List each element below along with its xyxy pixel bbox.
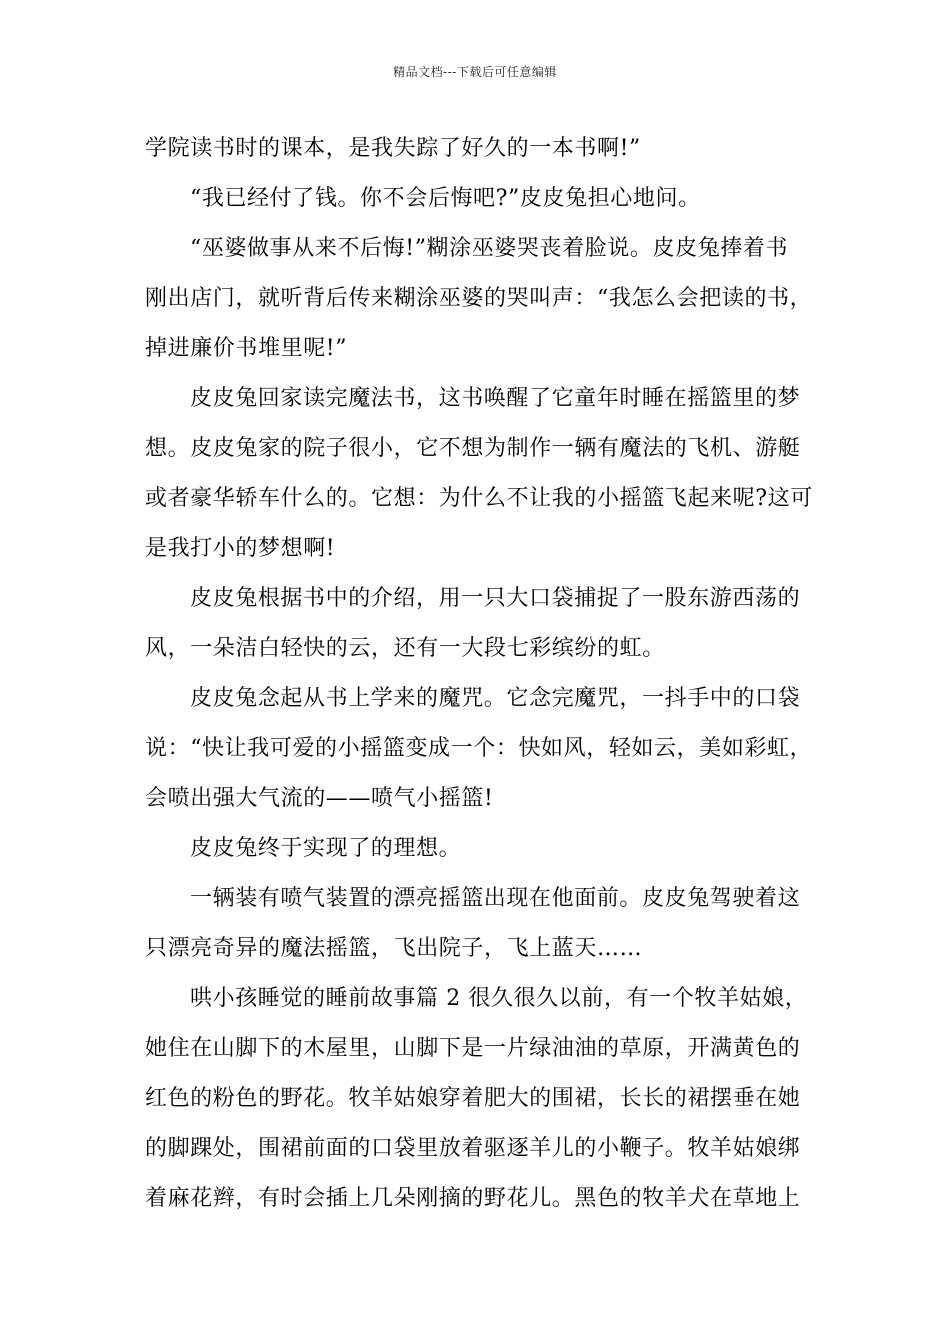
text-line: 是我打小的梦想啊!: [145, 536, 336, 561]
body-text: [145, 124, 813, 1224]
text-line: 着麻花辫，有时会插上几朵刚摘的野花儿。黑色的牧羊犬在草地上: [145, 1186, 801, 1211]
text-line: 她住在山脚下的木屋里，山脚下是一片绿油油的草原，开满黄色的: [145, 1036, 801, 1061]
text-line: 或者豪华轿车什么的。它想：为什么不让我的小摇篮飞起来呢?这可: [145, 486, 813, 511]
text-line: 掉进廉价书堆里呢!”: [145, 336, 348, 361]
text-line: 刚出店门，就听背后传来糊涂巫婆的哭叫声：“我怎么会把读的书，: [145, 286, 813, 311]
text-line: 皮皮兔念起从书上学来的魔咒。它念完魔咒，一抖手中的口袋: [190, 686, 801, 711]
text-line: 的脚踝处，围裙前面的口袋里放着驱逐羊儿的小鞭子。牧羊姑娘绑: [145, 1136, 801, 1161]
text-line: 皮皮兔根据书中的介绍，用一只大口袋捕捉了一股东游西荡的: [190, 586, 801, 611]
text-line: 红色的粉色的野花。牧羊姑娘穿着肥大的围裙，长长的裙摆垂在她: [145, 1086, 801, 1111]
text-line: “我已经付了钱。你不会后悔吧?”皮皮兔担心地问。: [190, 186, 701, 211]
text-line: “巫婆做事从来不后悔!”糊涂巫婆哭丧着脸说。皮皮兔捧着书: [190, 236, 789, 261]
text-line: 哄小孩睡觉的睡前故事篇 2 很久很久以前，有一个牧羊姑娘，: [190, 986, 808, 1011]
text-line: 只漂亮奇异的魔法摇篮，飞出院子，飞上蓝天……: [145, 936, 643, 961]
text-line: 皮皮兔终于实现了的理想。: [190, 836, 462, 861]
page-header: 精品文档---下载后可任意编辑: [393, 65, 557, 79]
text-line: 风，一朵洁白轻快的云，还有一大段七彩缤纷的虹。: [145, 636, 665, 661]
text-line: 学院读书时的课本，是我失踪了好久的一本书啊!”: [145, 136, 641, 161]
text-line: 想。皮皮兔家的院子很小，它不想为制作一辆有魔法的飞机、游艇: [145, 436, 801, 461]
text-line: 一辆装有喷气装置的漂亮摇篮出现在他面前。皮皮兔驾驶着这: [190, 886, 801, 911]
text-line: 会喷出强大气流的——喷气小摇篮!: [145, 786, 494, 811]
text-line: 皮皮兔回家读完魔法书，这书唤醒了它童年时睡在摇篮里的梦: [190, 386, 801, 411]
text-line: 说：“快让我可爱的小摇篮变成一个：快如风，轻如云，美如彩虹，: [145, 736, 813, 761]
